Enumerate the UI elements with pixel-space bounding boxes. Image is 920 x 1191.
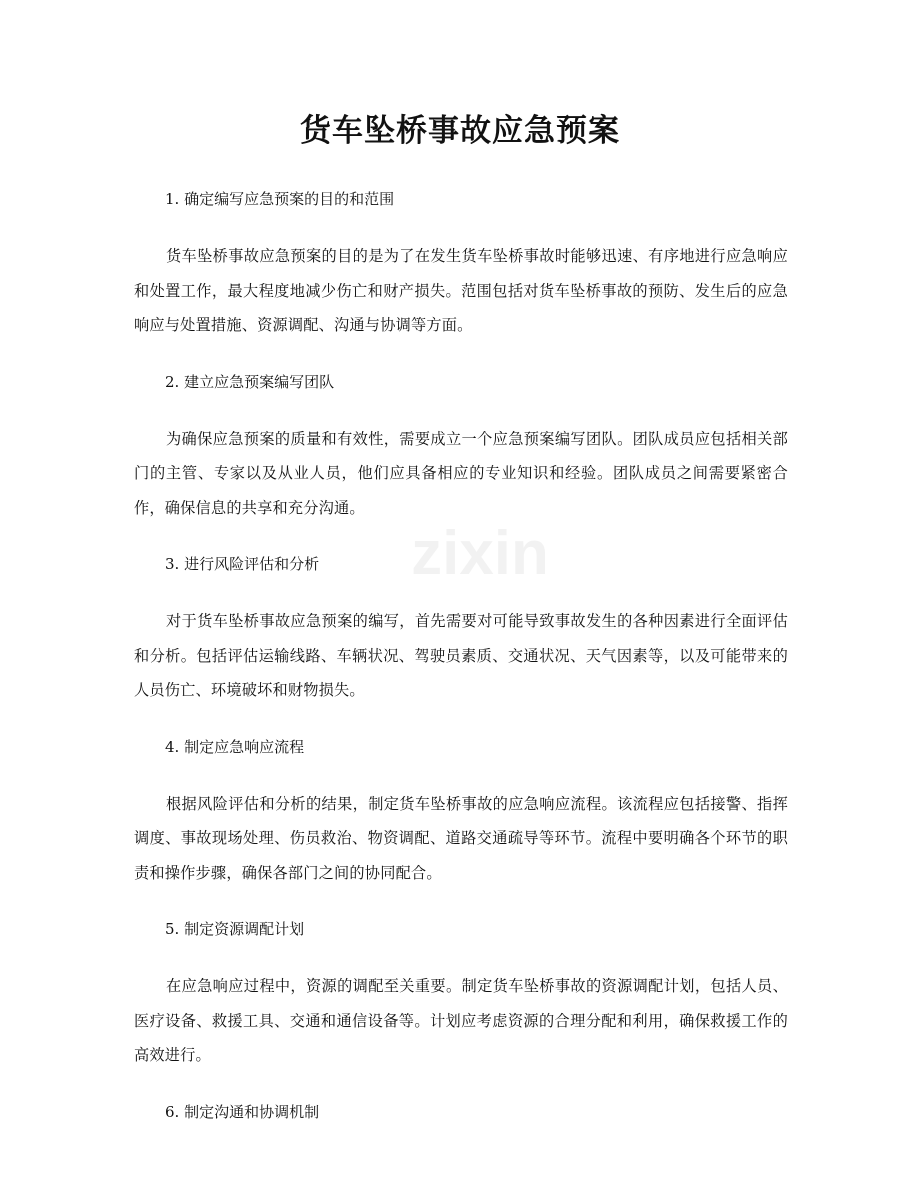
section-heading: 3. 进行风险评估和分析: [165, 555, 320, 573]
section-heading: 4. 制定应急响应流程: [165, 737, 305, 756]
section-paragraph: 对于货车坠桥事故应急预案的编写，首先需要对可能导致事故发生的各种因素进行全面评估和分析。包括评估运输线路、车辆状况、驾驶员素质、交通状况、天气因素等，以及可能带来的人员伤亡、环境破坏和财物损失。: [134, 612, 788, 699]
svg-text:zixin: zixin: [411, 519, 549, 588]
section-paragraph: 为确保应急预案的质量和有效性，需要成立一个应急预案编写团队。团队成员应包括相关部门的主管、专家以及从业人员，他们应具备相应的专业知识和经验。团队成员之间需要紧密合作，确保信息的共享和充分沟通。: [134, 429, 788, 517]
section-heading: 2. 建立应急预案编写团队: [165, 372, 335, 391]
section-paragraph: 货车坠桥事故应急预案的目的是为了在发生货车坠桥事故时能够迅速、有序地进行应急响应和处置工作，最大程度地减少伤亡和财产损失。范围包括对货车坠桥事故的预防、发生后的应急响应与处置措施、资源调配、沟通与协调等方面。: [134, 247, 788, 334]
section-paragraph: 在应急响应过程中，资源的调配至关重要。制定货车坠桥事故的资源调配计划，包括人员、医疗设备、救援工具、交通和通信设备等。计划应考虑资源的合理分配和利用，确保救援工作的高效进行。: [134, 977, 788, 1064]
section-heading: 6. 制定沟通和协调机制: [165, 1102, 320, 1121]
document-title: 货车坠桥事故应急预案: [300, 113, 620, 149]
section-heading: 5. 制定资源调配计划: [165, 920, 305, 938]
document-body: [134, 182, 788, 1152]
section-heading: 1. 确定编写应急预案的目的和范围: [165, 190, 395, 208]
section-paragraph: 根据风险评估和分析的结果，制定货车坠桥事故的应急响应流程。该流程应包括接警、指挥调度、事故现场处理、伤员救治、物资调配、道路交通疏导等环节。流程中要明确各个环节的职责和操作步骤，确保各部门之间的协同配合。: [134, 794, 788, 882]
